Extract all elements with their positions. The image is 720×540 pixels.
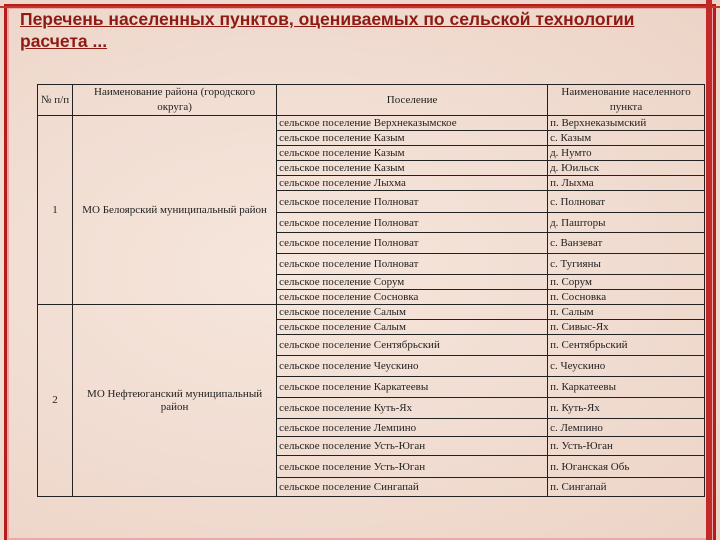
settlement-cell: сельское поселение Полноват xyxy=(277,213,548,233)
locality-cell: п. Сосновка xyxy=(548,290,705,305)
locality-cell: п. Каркатеевы xyxy=(548,377,705,398)
settlements-table xyxy=(37,84,705,497)
settlement-cell: сельское поселение Усть-Юган xyxy=(277,456,548,478)
header-district: Наименование района (городского округа) xyxy=(73,85,277,116)
settlement-cell: сельское поселение Казым xyxy=(277,146,548,161)
settlement-cell: сельское поселение Казым xyxy=(277,131,548,146)
slide-title: Перечень населенных пунктов, оцениваемых по сельской технологии расчета ... xyxy=(20,9,635,51)
settlement-cell: сельское поселение Верхнеказымское xyxy=(277,116,548,131)
table-header-row xyxy=(38,85,705,116)
locality-cell: п. Сингапай xyxy=(548,478,705,497)
header-settlement: Поселение xyxy=(277,85,548,116)
settlement-cell: сельское поселение Лемпино xyxy=(277,419,548,437)
settlement-cell: сельское поселение Полноват xyxy=(277,233,548,254)
locality-cell: п. Лыхма xyxy=(548,176,705,191)
locality-cell: с. Ванзеват xyxy=(548,233,705,254)
locality-cell: д. Пашторы xyxy=(548,213,705,233)
district-name: МО Нефтеюганский муниципальный район xyxy=(73,305,277,497)
settlement-cell: сельское поселение Сингапай xyxy=(277,478,548,497)
locality-cell: п. Сивыс-Ях xyxy=(548,320,705,335)
locality-cell: п. Салым xyxy=(548,305,705,320)
header-number: № п/п xyxy=(38,85,73,116)
header-locality: Наименование населенного пункта xyxy=(548,85,705,116)
settlement-cell: сельское поселение Полноват xyxy=(277,191,548,213)
settlement-cell: сельское поселение Сентябрьский xyxy=(277,335,548,356)
settlement-cell: сельское поселение Чеускино xyxy=(277,356,548,377)
locality-cell: п. Юганская Обь xyxy=(548,456,705,478)
settlement-cell: сельское поселение Салым xyxy=(277,305,548,320)
settlement-cell: сельское поселение Лыхма xyxy=(277,176,548,191)
row-number: 2 xyxy=(38,305,73,497)
locality-cell: с. Лемпино xyxy=(548,419,705,437)
locality-cell: п. Куть-Ях xyxy=(548,398,705,419)
table-row xyxy=(38,116,705,131)
settlement-cell: сельское поселение Салым xyxy=(277,320,548,335)
locality-cell: п. Сорум xyxy=(548,275,705,290)
locality-cell: с. Чеускино xyxy=(548,356,705,377)
locality-cell: д. Нумто xyxy=(548,146,705,161)
settlement-cell: сельское поселение Сосновка xyxy=(277,290,548,305)
locality-cell: с. Полноват xyxy=(548,191,705,213)
locality-cell: п. Сентябрьский xyxy=(548,335,705,356)
district-name: МО Белоярский муниципальный район xyxy=(73,116,277,305)
settlement-cell: сельское поселение Казым xyxy=(277,161,548,176)
locality-cell: с. Тугияны xyxy=(548,254,705,275)
locality-cell: п. Верхнеказымский xyxy=(548,116,705,131)
settlement-cell: сельское поселение Каркатеевы xyxy=(277,377,548,398)
locality-cell: д. Юильск xyxy=(548,161,705,176)
table-row xyxy=(38,305,705,320)
settlement-cell: сельское поселение Сорум xyxy=(277,275,548,290)
settlement-cell: сельское поселение Усть-Юган xyxy=(277,437,548,456)
locality-cell: с. Казым xyxy=(548,131,705,146)
settlement-cell: сельское поселение Куть-Ях xyxy=(277,398,548,419)
settlement-cell: сельское поселение Полноват xyxy=(277,254,548,275)
locality-cell: п. Усть-Юган xyxy=(548,437,705,456)
frame-edge xyxy=(706,0,712,540)
row-number: 1 xyxy=(38,116,73,305)
